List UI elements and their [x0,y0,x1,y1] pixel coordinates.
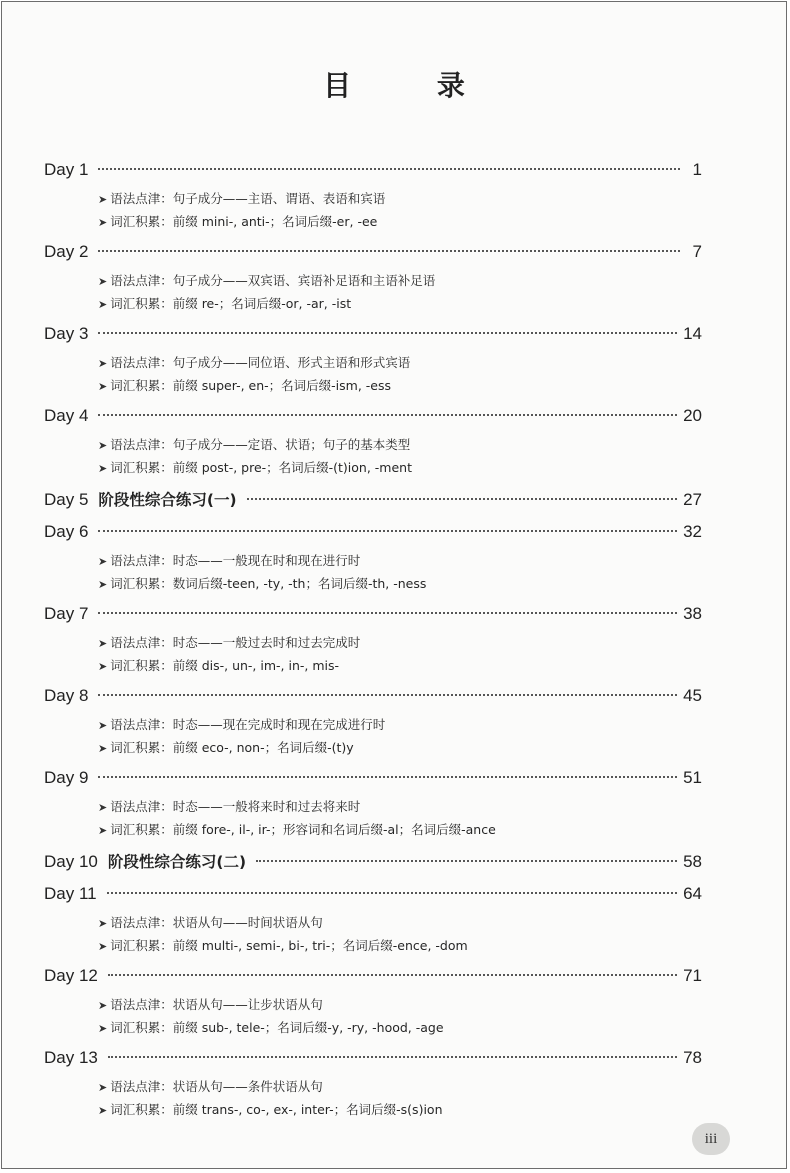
toc-day-row [44,850,702,877]
subitem-text: 词汇积累：前缀 post-, pre-；名词后缀-(t)ion, -ment [110,460,413,475]
toc-day-row [44,242,702,270]
toc-entry [44,884,702,959]
arrow-bullet-icon: ➤ [98,999,108,1012]
arrow-bullet-icon: ➤ [98,275,108,288]
page-number: 38 [683,604,702,623]
subitem-text: 语法点津：句子成分——主语、谓语、表语和宾语 [110,191,386,206]
subitem-text: 词汇积累：前缀 re-；名词后缀-or, -ar, -ist [110,296,352,311]
toc-entry [44,1048,702,1123]
page-number: 58 [683,852,702,871]
page-number: 1 [692,160,702,179]
dot-leader [247,498,677,500]
page-number: 71 [683,966,702,985]
arrow-bullet-icon: ➤ [98,637,108,650]
dot-leader [107,892,677,894]
toc-subitem [98,574,702,597]
toc-subitem [98,212,702,235]
subitem-text: 词汇积累：数词后缀-teen, -ty, -th；名词后缀-th, -ness [110,576,427,591]
dot-leader [98,612,677,614]
day-label: Day 1 [44,160,89,179]
toc-subitem [98,820,702,843]
page-number: 32 [683,522,702,541]
toc-subitem [98,353,702,376]
toc-subitem [98,435,702,458]
dot-leader [256,860,677,862]
toc-day-row [44,768,702,796]
day-label: Day 6 [44,522,89,541]
toc-subitem [98,656,702,679]
toc-day-row [44,488,702,515]
arrow-bullet-icon: ➤ [98,742,108,755]
arrow-bullet-icon: ➤ [98,1081,108,1094]
day-label: Day 8 [44,686,89,705]
arrow-bullet-icon: ➤ [98,439,108,452]
toc-subitem [98,294,702,317]
toc-entry [44,488,702,515]
toc-day-row [44,406,702,434]
subitem-text: 语法点津：状语从句——时间状语从句 [110,915,323,930]
table-of-contents [44,160,702,1130]
toc-entry [44,324,702,399]
subitem-text: 词汇积累：前缀 fore-, il-, ir-；形容词和名词后缀-al；名词后缀-ance [110,822,496,837]
subitem-text: 词汇积累：前缀 super-, en-；名词后缀-ism, -ess [110,378,392,393]
day-label: Day 2 [44,242,89,261]
toc-entry [44,160,702,235]
arrow-bullet-icon: ➤ [98,357,108,370]
toc-day-row [44,160,702,188]
dot-leader [98,332,677,334]
subitem-text: 词汇积累：前缀 trans-, co-, ex-, inter-；名词后缀-s(s)ion [110,1102,443,1117]
subitem-text: 语法点津：时态——一般将来时和过去将来时 [110,799,361,814]
subitem-text: 语法点津：时态——一般现在时和现在进行时 [110,553,361,568]
subitem-text: 语法点津：状语从句——条件状语从句 [110,1079,323,1094]
toc-subitem [98,913,702,936]
toc-entry [44,242,702,317]
page-number: 78 [683,1048,702,1067]
toc-entry [44,966,702,1041]
dot-leader [98,414,677,416]
page-number: 51 [683,768,702,787]
day-label: Day 7 [44,604,89,623]
toc-entry [44,406,702,481]
arrow-bullet-icon: ➤ [98,719,108,732]
day-label: Day 12 [44,966,98,985]
toc-subitem [98,458,702,481]
day-label: Day 4 [44,406,89,425]
page-number: 45 [683,686,702,705]
toc-day-row [44,522,702,550]
page-number: 27 [683,490,702,509]
toc-subitem [98,189,702,212]
toc-subitem [98,738,702,761]
toc-day-row [44,324,702,352]
arrow-bullet-icon: ➤ [98,940,108,953]
day-label: Day 11 [44,884,97,903]
arrow-bullet-icon: ➤ [98,824,108,837]
toc-subitem [98,376,702,399]
dot-leader [98,530,677,532]
dot-leader [98,776,677,778]
toc-subitem [98,797,702,820]
toc-subitem [98,936,702,959]
toc-day-row [44,1048,702,1076]
toc-subitem [98,995,702,1018]
day-label: Day 13 [44,1048,98,1067]
arrow-bullet-icon: ➤ [98,555,108,568]
dot-leader [98,250,680,252]
dot-leader [98,694,677,696]
page-number-badge: iii [692,1123,730,1155]
arrow-bullet-icon: ➤ [98,193,108,206]
page-title: 目 录 [323,69,503,102]
day-title: 阶段性综合练习(一) [98,491,237,509]
arrow-bullet-icon: ➤ [98,380,108,393]
page-number: 64 [683,884,702,903]
toc-subitem [98,551,702,574]
toc-subitem [98,1018,702,1041]
toc-subitem [98,271,702,294]
arrow-bullet-icon: ➤ [98,462,108,475]
dot-leader [98,168,680,170]
page-number: 20 [683,406,702,425]
toc-entry [44,686,702,761]
toc-subitem [98,633,702,656]
day-label: Day 9 [44,768,89,787]
toc-day-row [44,966,702,994]
arrow-bullet-icon: ➤ [98,801,108,814]
arrow-bullet-icon: ➤ [98,298,108,311]
subitem-text: 词汇积累：前缀 mini-, anti-；名词后缀-er, -ee [110,214,378,229]
page-number: 7 [692,242,702,261]
toc-day-row [44,686,702,714]
arrow-bullet-icon: ➤ [98,660,108,673]
page-number: 14 [683,324,702,343]
toc-subitem [98,1100,702,1123]
arrow-bullet-icon: ➤ [98,1022,108,1035]
subitem-text: 语法点津：句子成分——同位语、形式主语和形式宾语 [110,355,411,370]
day-label: Day 3 [44,324,89,343]
subitem-text: 语法点津：时态——现在完成时和现在完成进行时 [110,717,386,732]
subitem-text: 语法点津：句子成分——双宾语、宾语补足语和主语补足语 [110,273,436,288]
day-label: Day 10 [44,852,98,871]
toc-entry [44,850,702,877]
subitem-text: 语法点津：句子成分——定语、状语；句子的基本类型 [110,437,411,452]
toc-entry [44,768,702,843]
toc-entry [44,604,702,679]
arrow-bullet-icon: ➤ [98,216,108,229]
toc-subitem [98,1077,702,1100]
dot-leader [108,974,677,976]
toc-entry [44,522,702,597]
book-page [1,1,787,1169]
subitem-text: 词汇积累：前缀 eco-, non-；名词后缀-(t)y [110,740,354,755]
day-title: 阶段性综合练习(二) [107,853,247,871]
subitem-text: 词汇积累：前缀 sub-, tele-；名词后缀-y, -ry, -hood, -age [110,1020,444,1035]
arrow-bullet-icon: ➤ [98,917,108,930]
day-label: Day 5 [44,490,89,509]
arrow-bullet-icon: ➤ [98,1104,108,1117]
toc-subitem [98,715,702,738]
arrow-bullet-icon: ➤ [98,578,108,591]
toc-day-row [44,884,702,912]
subitem-text: 词汇积累：前缀 dis-, un-, im-, in-, mis- [110,658,340,673]
dot-leader [108,1056,677,1058]
subitem-text: 语法点津：时态——一般过去时和过去完成时 [110,635,361,650]
subitem-text: 语法点津：状语从句——让步状语从句 [110,997,323,1012]
toc-day-row [44,604,702,632]
subitem-text: 词汇积累：前缀 multi-, semi-, bi-, tri-；名词后缀-ence, -dom [110,938,468,953]
